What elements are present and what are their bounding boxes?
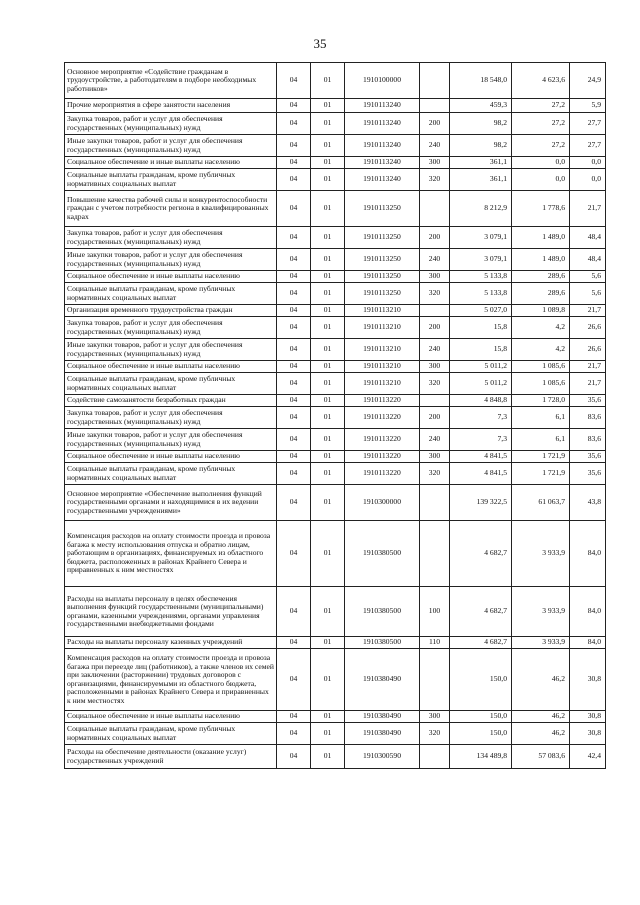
row-subsection: 01	[311, 485, 345, 521]
row-section: 04	[277, 169, 311, 191]
row-section: 04	[277, 649, 311, 711]
row-percent: 48,4	[570, 249, 606, 271]
row-percent: 27,7	[570, 113, 606, 135]
row-subsection: 01	[311, 451, 345, 463]
row-target-article: 1910113210	[345, 317, 420, 339]
row-target-article: 1910380500	[345, 637, 420, 649]
row-planned: 134 489,8	[450, 745, 512, 769]
row-percent: 43,8	[570, 485, 606, 521]
row-percent: 30,8	[570, 723, 606, 745]
row-name: Социальные выплаты гражданам, кроме публичных нормативных социальных выплат	[65, 169, 277, 191]
row-name: Основное мероприятие «Обеспечение выполнения функций государственными органами и находящимися в их ведении государственными учреждениями»	[65, 485, 277, 521]
row-target-article: 1910100000	[345, 63, 420, 99]
row-section: 04	[277, 587, 311, 637]
row-expense-type: 300	[420, 157, 450, 169]
row-percent: 84,0	[570, 637, 606, 649]
row-expense-type: 300	[420, 711, 450, 723]
row-executed: 27,2	[512, 99, 570, 113]
table-row	[65, 271, 606, 283]
table-row	[65, 113, 606, 135]
row-executed: 4 623,6	[512, 63, 570, 99]
row-planned: 4 682,7	[450, 587, 512, 637]
row-percent: 26,6	[570, 317, 606, 339]
row-percent: 21,7	[570, 305, 606, 317]
row-section: 04	[277, 373, 311, 395]
table-row	[65, 451, 606, 463]
table-row	[65, 463, 606, 485]
row-percent: 48,4	[570, 227, 606, 249]
row-section: 04	[277, 317, 311, 339]
row-executed: 3 933,9	[512, 637, 570, 649]
row-percent: 84,0	[570, 521, 606, 587]
row-expense-type: 110	[420, 637, 450, 649]
row-subsection: 01	[311, 407, 345, 429]
row-name: Социальное обеспечение и иные выплаты населению	[65, 711, 277, 723]
row-percent: 35,6	[570, 451, 606, 463]
row-expense-type: 320	[420, 463, 450, 485]
row-section: 04	[277, 745, 311, 769]
row-expense-type: 240	[420, 339, 450, 361]
row-subsection: 01	[311, 395, 345, 407]
row-planned: 5 011,2	[450, 373, 512, 395]
row-target-article: 1910113240	[345, 135, 420, 157]
row-subsection: 01	[311, 361, 345, 373]
row-percent: 26,6	[570, 339, 606, 361]
row-planned: 5 011,2	[450, 361, 512, 373]
row-expense-type: 240	[420, 135, 450, 157]
row-expense-type: 240	[420, 429, 450, 451]
row-planned: 4 841,5	[450, 451, 512, 463]
row-expense-type	[420, 485, 450, 521]
row-name: Социальные выплаты гражданам, кроме публичных нормативных социальных выплат	[65, 283, 277, 305]
row-target-article: 1910113210	[345, 361, 420, 373]
table-row	[65, 361, 606, 373]
row-section: 04	[277, 463, 311, 485]
row-planned: 8 212,9	[450, 191, 512, 227]
row-section: 04	[277, 451, 311, 463]
row-executed: 289,6	[512, 271, 570, 283]
row-percent: 5,9	[570, 99, 606, 113]
row-section: 04	[277, 485, 311, 521]
table-row	[65, 249, 606, 271]
row-target-article: 1910113210	[345, 373, 420, 395]
row-target-article: 1910113220	[345, 395, 420, 407]
row-percent: 5,6	[570, 283, 606, 305]
row-subsection: 01	[311, 587, 345, 637]
row-target-article: 1910113210	[345, 305, 420, 317]
row-executed: 46,2	[512, 649, 570, 711]
row-section: 04	[277, 227, 311, 249]
row-percent: 35,6	[570, 463, 606, 485]
row-section: 04	[277, 429, 311, 451]
table-row	[65, 723, 606, 745]
table-row	[65, 429, 606, 451]
row-expense-type: 320	[420, 169, 450, 191]
row-subsection: 01	[311, 463, 345, 485]
row-section: 04	[277, 191, 311, 227]
row-section: 04	[277, 711, 311, 723]
row-planned: 18 548,0	[450, 63, 512, 99]
row-name: Социальные выплаты гражданам, кроме публичных нормативных социальных выплат	[65, 463, 277, 485]
row-percent: 35,6	[570, 395, 606, 407]
row-section: 04	[277, 395, 311, 407]
row-section: 04	[277, 305, 311, 317]
row-subsection: 01	[311, 271, 345, 283]
row-expense-type: 200	[420, 113, 450, 135]
row-name: Иные закупки товаров, работ и услуг для обеспечения государственных (муниципальных) нужд	[65, 429, 277, 451]
table-row	[65, 169, 606, 191]
row-executed: 4,2	[512, 339, 570, 361]
row-name: Социальное обеспечение и иные выплаты населению	[65, 157, 277, 169]
row-name: Социальные выплаты гражданам, кроме публичных нормативных социальных выплат	[65, 373, 277, 395]
row-subsection: 01	[311, 63, 345, 99]
row-subsection: 01	[311, 227, 345, 249]
row-executed: 27,2	[512, 135, 570, 157]
row-name: Иные закупки товаров, работ и услуг для обеспечения государственных (муниципальных) нужд	[65, 135, 277, 157]
row-name: Закупка товаров, работ и услуг для обеспечения государственных (муниципальных) нужд	[65, 407, 277, 429]
row-subsection: 01	[311, 157, 345, 169]
row-section: 04	[277, 135, 311, 157]
row-planned: 3 079,1	[450, 249, 512, 271]
row-subsection: 01	[311, 169, 345, 191]
row-executed: 3 933,9	[512, 587, 570, 637]
row-name: Компенсация расходов на оплату стоимости проезда и провоза багажа при переезде лиц (работников), а также членов их семей при заключении (расторжении) трудовых договоров с организациями, финансируемыми из областного бюджета, расположенными в районах Крайнего Севера и приравненных к ним местностях	[65, 649, 277, 711]
row-subsection: 01	[311, 723, 345, 745]
row-subsection: 01	[311, 135, 345, 157]
row-expense-type: 300	[420, 271, 450, 283]
row-executed: 57 083,6	[512, 745, 570, 769]
table-row	[65, 649, 606, 711]
row-expense-type	[420, 63, 450, 99]
row-name: Социальное обеспечение и иные выплаты населению	[65, 361, 277, 373]
row-section: 04	[277, 249, 311, 271]
row-planned: 139 322,5	[450, 485, 512, 521]
row-name: Расходы на выплаты персоналу в целях обеспечения выполнения функций государственными (муниципальными) органами, казенными учреждениями, органами управления государственными внебюджетными фондами	[65, 587, 277, 637]
row-planned: 5 133,8	[450, 271, 512, 283]
row-name: Закупка товаров, работ и услуг для обеспечения государственных (муниципальных) нужд	[65, 317, 277, 339]
row-percent: 21,7	[570, 191, 606, 227]
row-subsection: 01	[311, 429, 345, 451]
row-subsection: 01	[311, 305, 345, 317]
row-planned: 98,2	[450, 113, 512, 135]
row-executed: 0,0	[512, 169, 570, 191]
budget-table	[64, 62, 606, 769]
row-percent: 21,7	[570, 373, 606, 395]
row-section: 04	[277, 361, 311, 373]
row-name: Расходы на обеспечение деятельности (оказание услуг) государственных учреждений	[65, 745, 277, 769]
row-expense-type: 100	[420, 587, 450, 637]
row-expense-type: 300	[420, 451, 450, 463]
table-row	[65, 395, 606, 407]
row-subsection: 01	[311, 113, 345, 135]
row-subsection: 01	[311, 711, 345, 723]
row-subsection: 01	[311, 649, 345, 711]
row-planned: 15,8	[450, 317, 512, 339]
row-target-article: 1910113250	[345, 249, 420, 271]
row-subsection: 01	[311, 191, 345, 227]
row-name: Социальное обеспечение и иные выплаты населению	[65, 271, 277, 283]
row-executed: 1 489,0	[512, 249, 570, 271]
row-target-article: 1910300000	[345, 485, 420, 521]
row-name: Основное мероприятие «Содействие гражданам в трудоустройстве, а работодателям в подборе необходимых работников»	[65, 63, 277, 99]
row-target-article: 1910380490	[345, 711, 420, 723]
table-row	[65, 485, 606, 521]
row-expense-type	[420, 521, 450, 587]
row-percent: 30,8	[570, 649, 606, 711]
row-planned: 150,0	[450, 723, 512, 745]
row-expense-type	[420, 305, 450, 317]
row-percent: 24,9	[570, 63, 606, 99]
row-executed: 1 089,8	[512, 305, 570, 317]
row-expense-type: 320	[420, 283, 450, 305]
row-expense-type: 200	[420, 317, 450, 339]
table-row	[65, 317, 606, 339]
row-target-article: 1910113250	[345, 191, 420, 227]
row-name: Повышение качества рабочей силы и конкурентоспособности граждан с учетом потребности региона в квалифицированных кадрах	[65, 191, 277, 227]
row-expense-type	[420, 191, 450, 227]
row-section: 04	[277, 157, 311, 169]
row-subsection: 01	[311, 521, 345, 587]
table-row	[65, 373, 606, 395]
row-executed: 46,2	[512, 723, 570, 745]
row-planned: 98,2	[450, 135, 512, 157]
table-row	[65, 587, 606, 637]
row-target-article: 1910380500	[345, 521, 420, 587]
row-target-article: 1910113250	[345, 271, 420, 283]
row-name: Организация временного трудоустройства граждан	[65, 305, 277, 317]
row-section: 04	[277, 283, 311, 305]
row-executed: 27,2	[512, 113, 570, 135]
row-planned: 4 841,5	[450, 463, 512, 485]
row-planned: 5 133,8	[450, 283, 512, 305]
table-row	[65, 339, 606, 361]
row-executed: 1 721,9	[512, 463, 570, 485]
row-executed: 289,6	[512, 283, 570, 305]
row-name: Прочие мероприятия в сфере занятости населения	[65, 99, 277, 113]
table-row	[65, 407, 606, 429]
row-target-article: 1910113220	[345, 407, 420, 429]
row-percent: 42,4	[570, 745, 606, 769]
row-executed: 1 085,6	[512, 361, 570, 373]
table-row	[65, 521, 606, 587]
row-executed: 1 778,6	[512, 191, 570, 227]
table-row	[65, 283, 606, 305]
row-name: Иные закупки товаров, работ и услуг для обеспечения государственных (муниципальных) нужд	[65, 339, 277, 361]
row-subsection: 01	[311, 99, 345, 113]
row-expense-type: 200	[420, 407, 450, 429]
row-executed: 1 721,9	[512, 451, 570, 463]
row-executed: 3 933,9	[512, 521, 570, 587]
row-section: 04	[277, 113, 311, 135]
row-name: Содействие самозанятости безработных граждан	[65, 395, 277, 407]
row-expense-type: 240	[420, 249, 450, 271]
row-planned: 7,3	[450, 429, 512, 451]
row-percent: 0,0	[570, 157, 606, 169]
row-subsection: 01	[311, 637, 345, 649]
row-expense-type	[420, 649, 450, 711]
row-percent: 0,0	[570, 169, 606, 191]
row-planned: 7,3	[450, 407, 512, 429]
row-planned: 150,0	[450, 649, 512, 711]
row-subsection: 01	[311, 283, 345, 305]
row-target-article: 1910113220	[345, 463, 420, 485]
row-expense-type: 320	[420, 373, 450, 395]
row-expense-type	[420, 395, 450, 407]
row-subsection: 01	[311, 339, 345, 361]
row-section: 04	[277, 271, 311, 283]
row-planned: 15,8	[450, 339, 512, 361]
row-name: Закупка товаров, работ и услуг для обеспечения государственных (муниципальных) нужд	[65, 227, 277, 249]
table-row	[65, 191, 606, 227]
row-planned: 361,1	[450, 169, 512, 191]
row-target-article: 1910113250	[345, 283, 420, 305]
row-executed: 1 728,0	[512, 395, 570, 407]
row-percent: 21,7	[570, 361, 606, 373]
row-subsection: 01	[311, 373, 345, 395]
row-executed: 1 489,0	[512, 227, 570, 249]
row-section: 04	[277, 63, 311, 99]
row-planned: 4 848,8	[450, 395, 512, 407]
row-target-article: 1910380490	[345, 649, 420, 711]
row-percent: 83,6	[570, 429, 606, 451]
row-name: Социальное обеспечение и иные выплаты населению	[65, 451, 277, 463]
row-target-article: 1910113240	[345, 157, 420, 169]
row-planned: 459,3	[450, 99, 512, 113]
row-target-article: 1910113240	[345, 99, 420, 113]
row-executed: 46,2	[512, 711, 570, 723]
row-target-article: 1910380500	[345, 587, 420, 637]
row-section: 04	[277, 521, 311, 587]
row-section: 04	[277, 637, 311, 649]
table-row	[65, 99, 606, 113]
table-row	[65, 227, 606, 249]
row-expense-type	[420, 99, 450, 113]
row-percent: 83,6	[570, 407, 606, 429]
row-subsection: 01	[311, 249, 345, 271]
page-number: 35	[313, 36, 327, 51]
row-target-article: 1910113240	[345, 113, 420, 135]
table-row	[65, 711, 606, 723]
row-percent: 84,0	[570, 587, 606, 637]
row-executed: 4,2	[512, 317, 570, 339]
table-row	[65, 135, 606, 157]
row-expense-type: 200	[420, 227, 450, 249]
table-row	[65, 637, 606, 649]
row-name: Закупка товаров, работ и услуг для обеспечения государственных (муниципальных) нужд	[65, 113, 277, 135]
table-row	[65, 63, 606, 99]
row-target-article: 1910113240	[345, 169, 420, 191]
row-planned: 5 027,0	[450, 305, 512, 317]
row-executed: 61 063,7	[512, 485, 570, 521]
row-name: Расходы на выплаты персоналу казенных учреждений	[65, 637, 277, 649]
row-planned: 4 682,7	[450, 521, 512, 587]
row-planned: 4 682,7	[450, 637, 512, 649]
row-target-article: 1910380490	[345, 723, 420, 745]
table-row	[65, 157, 606, 169]
row-planned: 3 079,1	[450, 227, 512, 249]
row-name: Компенсация расходов на оплату стоимости проезда и провоза багажа к месту использования отпуска и обратно лицам, работающим в организациях, финансируемых из областного бюджета, расположенных в районах Крайнего Севера и приравненных к ним местностях	[65, 521, 277, 587]
row-name: Социальные выплаты гражданам, кроме публичных нормативных социальных выплат	[65, 723, 277, 745]
row-target-article: 1910300590	[345, 745, 420, 769]
row-planned: 361,1	[450, 157, 512, 169]
table-row	[65, 305, 606, 317]
row-target-article: 1910113250	[345, 227, 420, 249]
row-subsection: 01	[311, 745, 345, 769]
row-section: 04	[277, 407, 311, 429]
row-section: 04	[277, 339, 311, 361]
row-target-article: 1910113220	[345, 451, 420, 463]
row-target-article: 1910113220	[345, 429, 420, 451]
row-percent: 30,8	[570, 711, 606, 723]
row-executed: 1 085,6	[512, 373, 570, 395]
row-section: 04	[277, 99, 311, 113]
row-percent: 5,6	[570, 271, 606, 283]
row-target-article: 1910113210	[345, 339, 420, 361]
row-expense-type	[420, 745, 450, 769]
row-planned: 150,0	[450, 711, 512, 723]
row-expense-type: 300	[420, 361, 450, 373]
row-expense-type: 320	[420, 723, 450, 745]
row-subsection: 01	[311, 317, 345, 339]
row-percent: 27,7	[570, 135, 606, 157]
table-row	[65, 745, 606, 769]
row-executed: 6,1	[512, 407, 570, 429]
row-executed: 6,1	[512, 429, 570, 451]
row-name: Иные закупки товаров, работ и услуг для обеспечения государственных (муниципальных) нужд	[65, 249, 277, 271]
row-section: 04	[277, 723, 311, 745]
row-executed: 0,0	[512, 157, 570, 169]
